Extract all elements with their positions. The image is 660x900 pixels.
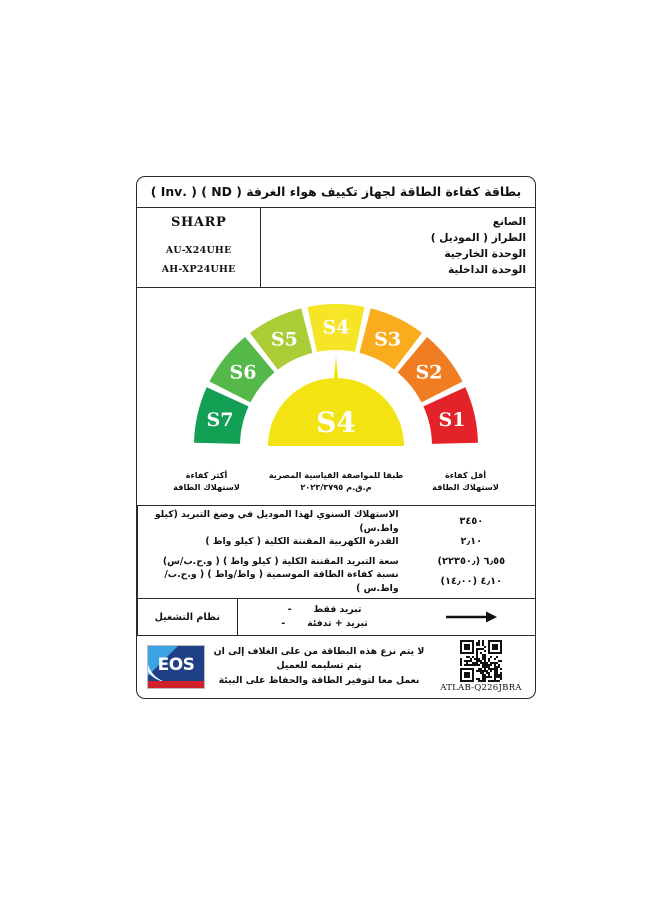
operating-mode-dash: - — [287, 603, 292, 615]
specifications-table — [137, 506, 535, 599]
spec-value: ٤٫١٠ (١٤٫٠٠) — [440, 575, 503, 587]
efficiency-gauge — [137, 296, 535, 468]
gauge-graphic — [150, 296, 522, 468]
spec-label: نسبة كفاءة الطاقة الموسمية ( واط/واط ) ( و.ح.ب/واط.س ) — [164, 569, 399, 594]
label-footer — [137, 636, 535, 698]
standard-reference-caption — [262, 469, 410, 494]
model-label: الطراز ( الموديل ) — [430, 232, 526, 245]
manufacturer-labels — [354, 208, 535, 287]
eos-logo-text: EOS — [157, 654, 195, 675]
gauge-segment-label-s1: S1 — [438, 409, 466, 432]
most-efficient-caption — [151, 469, 262, 494]
maker-label: الصانع — [492, 216, 526, 228]
operating-mode-option[interactable] — [284, 603, 362, 617]
spec-label: سعة التبريد المقننة الكلية ( كيلو واط ) ( و.ح.ب/س) — [162, 556, 399, 567]
operating-mode-label: نظام التشغيل — [137, 599, 237, 636]
arrow-right-icon — [444, 610, 498, 624]
notice-line-1: لا يتم نزع هذه البطاقة من على الغلاف إلى ان — [213, 645, 425, 657]
spec-value: ٦٫٥٥ (٢٢٣٥٠٫) — [437, 555, 506, 567]
most-efficient-line2: لاستهلاك الطاقة — [173, 482, 240, 493]
efficiency-gauge-row — [137, 288, 535, 506]
indoor-model-value: AH-XP24UHE — [161, 264, 236, 275]
operating-mode-options — [237, 599, 408, 636]
page-title: بطاقة كفاءة الطاقة لجهاز تكييف هواء الغرفة ( ND ) ( .Inv ) — [150, 184, 522, 199]
least-efficient-caption — [410, 469, 521, 494]
operating-mode-row — [137, 599, 535, 637]
label-title-row — [137, 177, 535, 208]
qr-code-icon — [460, 640, 502, 682]
gauge-segment-label-s3: S3 — [374, 328, 402, 351]
gauge-current-rating-label: S4 — [316, 406, 356, 439]
energy-efficiency-label — [136, 176, 536, 699]
spec-label: الاستهلاك السنوي لهذا الموديل في وضع التبريد (كيلو واط.س) — [154, 509, 399, 534]
gauge-segment-label-s6: S6 — [229, 361, 257, 384]
manufacturer-row — [137, 208, 535, 288]
indoor-unit-label: الوحدة الداخلية — [447, 264, 526, 277]
operating-mode-option[interactable] — [277, 617, 367, 631]
most-efficient-line1: أكثر كفاءة — [185, 470, 228, 480]
notice-line-2: يتم تسليمه للعميل — [276, 660, 362, 672]
gauge-segment-label-s7: S7 — [206, 409, 234, 432]
brand-name: SHARP — [171, 215, 227, 230]
spec-value: ٣٤٥٠ — [459, 515, 484, 527]
operating-mode-arrow-cell — [408, 599, 535, 636]
spec-label: القدرة الكهربية المقننة الكلية ( كيلو واط ) — [205, 536, 399, 547]
footer-notice — [205, 645, 433, 690]
qr-block — [433, 640, 529, 693]
notice-line-3: نعمل معا لتوفير الطاقة والحفاظ على البيئة — [218, 675, 420, 687]
operating-mode-option-label: تبريد + تدفئة — [307, 618, 368, 629]
gauge-captions — [137, 468, 535, 501]
outdoor-unit-label: الوحدة الخارجية — [444, 248, 526, 261]
least-efficient-line1: أقل كفاءة — [444, 470, 487, 480]
eos-logo — [147, 645, 205, 689]
spec-value: ٢٫١٠ — [460, 535, 483, 547]
outdoor-model-value: AU-X24UHE — [165, 245, 232, 256]
least-efficient-line2: لاستهلاك الطاقة — [432, 482, 499, 493]
gauge-segment-label-s2: S2 — [415, 361, 443, 384]
manufacturer-spacer-cell — [260, 208, 354, 287]
operating-mode-option-label: تبريد فقط — [313, 603, 362, 615]
specification-values-column — [408, 506, 535, 598]
gauge-segment-label-s4: S4 — [322, 316, 350, 339]
gauge-segment-label-s5: S5 — [270, 328, 298, 351]
standard-line2: م.ق.م ٢٠٢٣/٣٧٩٥ — [300, 482, 372, 493]
standard-line1: طبقا للمواصفة القياسية المصرية — [268, 470, 404, 480]
qr-caption: ATLAB-Q226JBRA — [440, 683, 522, 694]
manufacturer-values — [137, 208, 260, 287]
eos-logo-bar — [148, 681, 204, 688]
operating-mode-dash: - — [281, 618, 286, 629]
specification-labels-column — [137, 506, 408, 598]
